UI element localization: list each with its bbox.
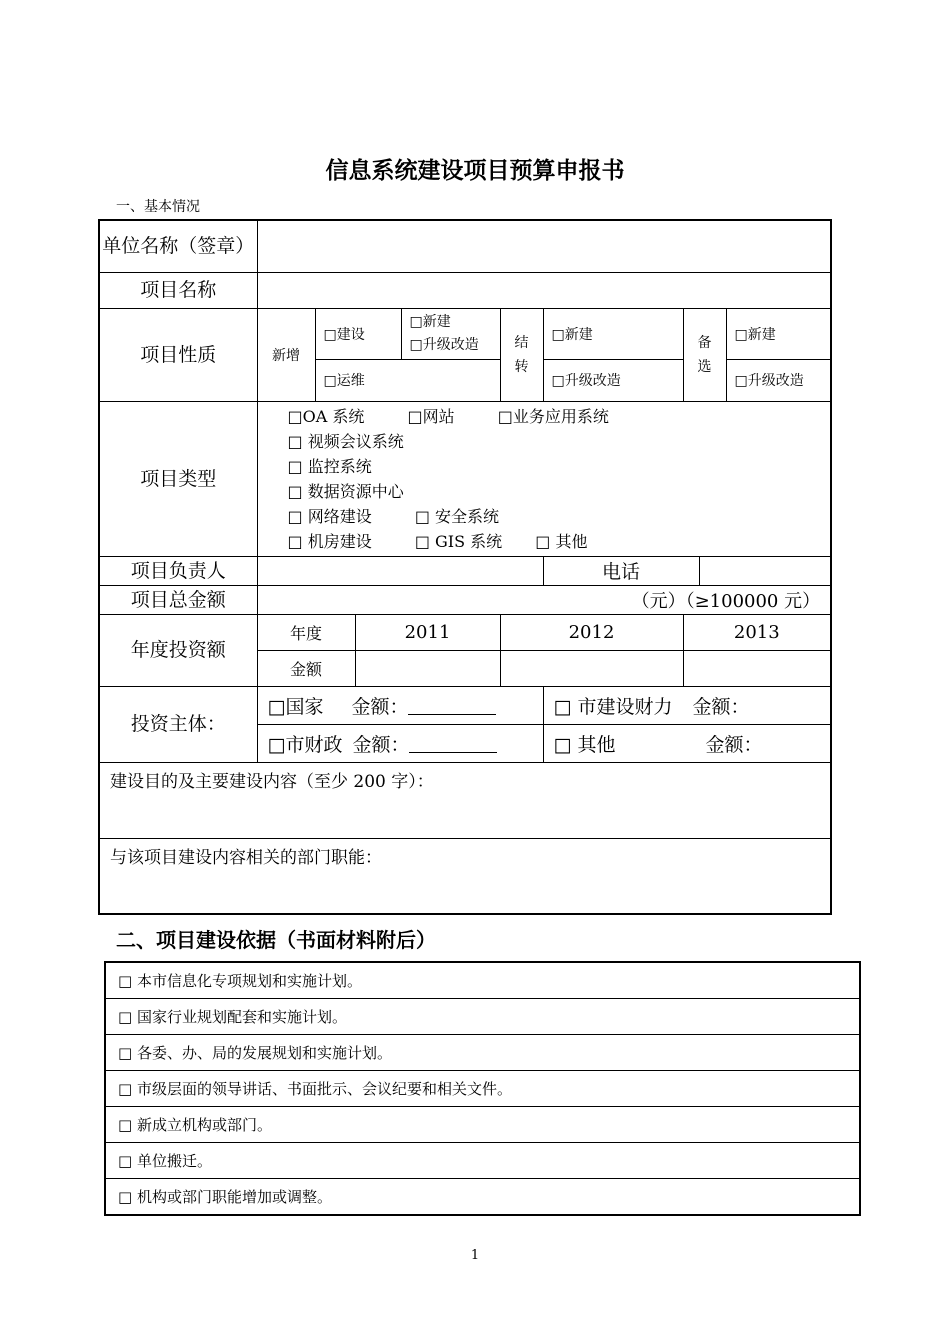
label-unit-name: 单位名称（签章） xyxy=(99,220,257,272)
transfer-upgrade[interactable]: □升级改造 xyxy=(543,359,683,401)
option-new-upgrade[interactable] xyxy=(401,308,500,359)
label-project-type: 项目类型 xyxy=(99,401,257,556)
field-project-name[interactable] xyxy=(257,272,831,308)
section-1-heading: 一、基本情况 xyxy=(116,199,200,215)
type-security[interactable]: □ 安全系统 xyxy=(414,506,500,526)
section-2-heading: 二、项目建设依据（书面材料附后） xyxy=(116,928,436,952)
option-build[interactable]: □建设 xyxy=(315,308,401,359)
type-video[interactable]: □ 视频会议系统 xyxy=(287,431,404,451)
type-data[interactable]: □ 数据资源中心 xyxy=(287,481,404,501)
option-upgrade[interactable]: □升级改造 xyxy=(409,336,479,353)
page-title: 信息系统建设项目预算申报书 xyxy=(325,157,625,184)
invest-national[interactable]: □国家 金额： xyxy=(257,686,543,724)
basis-item[interactable]: □ 单位搬迁。 xyxy=(105,1143,860,1179)
basis-item[interactable]: □ 各委、办、局的发展规划和实施计划。 xyxy=(105,1035,860,1071)
invest-city-build[interactable]: □ 市建设财力 金额： xyxy=(543,686,831,724)
field-amount-2013[interactable] xyxy=(683,650,831,686)
type-monitor[interactable]: □ 监控系统 xyxy=(287,456,372,476)
label-year: 年度 xyxy=(257,614,355,650)
field-unit-name[interactable] xyxy=(257,220,831,272)
basis-item[interactable]: □ 市级层面的领导讲话、书面批示、会议纪要和相关文件。 xyxy=(105,1071,860,1107)
type-biz[interactable]: □业务应用系统 xyxy=(497,406,609,426)
label-purpose: 建设目的及主要建设内容（至少 200 字）： xyxy=(110,771,434,792)
label-leader: 项目负责人 xyxy=(99,556,257,585)
field-total-amount[interactable]: （元）（≥100000 元） xyxy=(257,585,831,614)
type-gis[interactable]: □ GIS 系统 xyxy=(414,531,503,551)
label-annual-invest: 年度投资额 xyxy=(99,614,257,686)
invest-city-fin[interactable]: □市财政 金额： xyxy=(257,724,543,762)
label-new: 新增 xyxy=(257,308,315,401)
basis-table xyxy=(104,961,861,1216)
backup-new[interactable]: □新建 xyxy=(726,308,831,359)
label-total-amount: 项目总金额 xyxy=(99,585,257,614)
type-network[interactable]: □ 网络建设 xyxy=(287,506,372,526)
label-backup: 备 选 xyxy=(683,308,726,401)
invest-other[interactable]: □ 其他 金额： xyxy=(543,724,831,762)
label-invest-subject: 投资主体： xyxy=(99,686,257,762)
label-transfer: 结 转 xyxy=(500,308,543,401)
label-project-name: 项目名称 xyxy=(99,272,257,308)
field-dept-function[interactable] xyxy=(99,838,831,914)
type-other[interactable]: □ 其他 xyxy=(535,531,588,551)
basis-item[interactable]: □ 本市信息化专项规划和实施计划。 xyxy=(105,962,860,999)
basic-info-table xyxy=(98,219,832,915)
option-new[interactable]: □新建 xyxy=(409,313,451,330)
label-dept-function: 与该项目建设内容相关的部门职能： xyxy=(110,847,382,868)
label-amount: 金额 xyxy=(257,650,355,686)
label-project-nature: 项目性质 xyxy=(99,308,257,401)
option-ops[interactable]: □运维 xyxy=(315,359,500,401)
type-room[interactable]: □ 机房建设 xyxy=(287,531,372,551)
basis-item[interactable]: □ 国家行业规划配套和实施计划。 xyxy=(105,999,860,1035)
basis-item[interactable]: □ 机构或部门职能增加或调整。 xyxy=(105,1179,860,1216)
field-amount-2011[interactable] xyxy=(355,650,500,686)
label-phone: 电话 xyxy=(543,556,699,585)
field-phone[interactable] xyxy=(699,556,831,585)
year-2013: 2013 xyxy=(683,614,831,650)
basis-item[interactable]: □ 新成立机构或部门。 xyxy=(105,1107,860,1143)
type-oa[interactable]: □OA 系统 xyxy=(287,406,365,426)
field-purpose[interactable] xyxy=(99,762,831,838)
page-number: 1 xyxy=(470,1248,480,1263)
year-2012: 2012 xyxy=(500,614,683,650)
field-amount-2012[interactable] xyxy=(500,650,683,686)
year-2011: 2011 xyxy=(355,614,500,650)
field-leader[interactable] xyxy=(257,556,543,585)
transfer-new[interactable]: □新建 xyxy=(543,308,683,359)
type-web[interactable]: □网站 xyxy=(407,406,455,426)
project-type-options xyxy=(257,401,831,556)
backup-upgrade[interactable]: □升级改造 xyxy=(726,359,831,401)
